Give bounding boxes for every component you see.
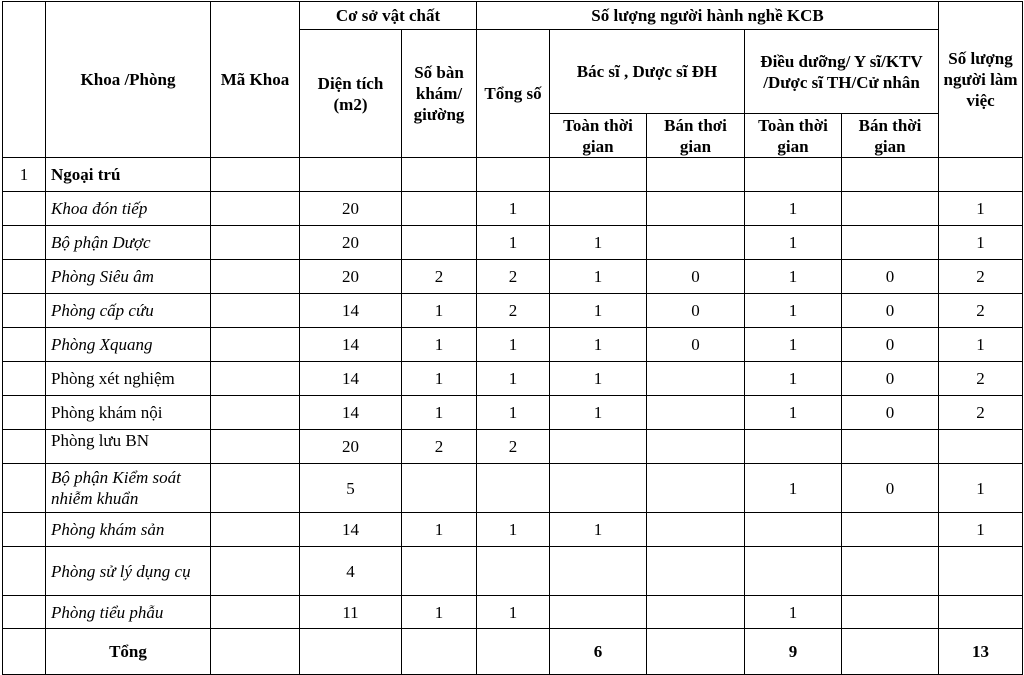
cell-bs-ban xyxy=(647,396,745,430)
table-row xyxy=(3,328,1023,362)
cell-stt xyxy=(3,362,46,396)
cell-tong-so: 1 xyxy=(477,192,550,226)
cell-name: Phòng cấp cứu xyxy=(46,294,211,328)
cell-dien-tich: 20 xyxy=(300,192,402,226)
total-dieu-duong: 9 xyxy=(745,629,842,675)
cell-dd-ban xyxy=(842,192,939,226)
cell-bs-toan xyxy=(550,596,647,629)
cell-ma xyxy=(211,362,300,396)
cell-so-ban: 1 xyxy=(402,328,477,362)
cell-so-ban: 1 xyxy=(402,513,477,547)
cell-ma xyxy=(211,430,300,464)
cell-stt xyxy=(3,464,46,513)
cell-dd-ban xyxy=(842,430,939,464)
table-row xyxy=(3,226,1023,260)
table-row xyxy=(3,294,1023,328)
cell-tong-so xyxy=(477,464,550,513)
cell-dd-ban: 0 xyxy=(842,464,939,513)
header-stt xyxy=(3,2,46,158)
cell-ma xyxy=(211,328,300,362)
cell-so-ban: 1 xyxy=(402,596,477,629)
cell-name: Bộ phận Dược xyxy=(46,226,211,260)
cell-tong-so: 1 xyxy=(477,226,550,260)
cell-ma xyxy=(211,596,300,629)
cell-dien-tich: 4 xyxy=(300,547,402,596)
header-khoa-phong: Khoa /Phòng xyxy=(46,2,211,158)
cell-dd-toan xyxy=(745,158,842,192)
cell-dd-toan: 1 xyxy=(745,226,842,260)
cell-tong-so xyxy=(477,158,550,192)
cell-lam-viec: 2 xyxy=(939,362,1023,396)
cell-stt xyxy=(3,226,46,260)
cell-ma xyxy=(211,547,300,596)
table-body xyxy=(3,158,1023,675)
cell-name: Phòng khám sản xyxy=(46,513,211,547)
cell-name: Phòng tiểu phẫu xyxy=(46,596,211,629)
cell-dd-toan xyxy=(745,547,842,596)
cell-lam-viec xyxy=(939,158,1023,192)
cell-name: Phòng khám nội xyxy=(46,396,211,430)
cell-dd-toan: 1 xyxy=(745,396,842,430)
cell-name: Khoa đón tiếp xyxy=(46,192,211,226)
cell-so-ban xyxy=(402,192,477,226)
cell-so-ban: 1 xyxy=(402,294,477,328)
cell-stt: 1 xyxy=(3,158,46,192)
cell-bs-toan xyxy=(550,547,647,596)
cell-name: Phòng Siêu âm xyxy=(46,260,211,294)
cell-lam-viec: 1 xyxy=(939,328,1023,362)
table-row xyxy=(3,396,1023,430)
header-tong-so: Tổng số xyxy=(477,30,550,158)
table-header xyxy=(3,2,1023,158)
cell-bs-toan xyxy=(550,192,647,226)
cell-ma xyxy=(211,192,300,226)
cell-bs-ban xyxy=(647,430,745,464)
cell-tong-so: 1 xyxy=(477,328,550,362)
cell-dien-tich: 14 xyxy=(300,328,402,362)
cell-stt xyxy=(3,547,46,596)
cell-lam-viec xyxy=(939,596,1023,629)
cell-dd-ban xyxy=(842,513,939,547)
cell-bs-toan xyxy=(550,430,647,464)
cell-bs-ban: 0 xyxy=(647,328,745,362)
cell-tong-so xyxy=(477,547,550,596)
cell-dd-ban: 0 xyxy=(842,260,939,294)
cell-lam-viec: 2 xyxy=(939,294,1023,328)
cell-bs-ban xyxy=(647,362,745,396)
cell-dien-tich xyxy=(300,158,402,192)
cell-ma xyxy=(211,396,300,430)
cell-so-ban: 2 xyxy=(402,260,477,294)
cell-stt xyxy=(3,294,46,328)
cell-bs-ban xyxy=(647,464,745,513)
cell-name: Phòng lưu BN xyxy=(46,430,211,464)
cell-ma xyxy=(211,158,300,192)
header-so-luong-lam-viec: Số lượng người làm việc xyxy=(939,2,1023,158)
total-label: Tổng xyxy=(46,629,211,675)
cell-dd-toan xyxy=(745,513,842,547)
cell-so-ban xyxy=(402,158,477,192)
cell-dien-tich: 14 xyxy=(300,513,402,547)
header-bs-ban-thoi-gian: Bán thơi gian xyxy=(647,114,745,158)
cell-tong-so: 2 xyxy=(477,294,550,328)
table-row xyxy=(3,192,1023,226)
cell-so-ban: 1 xyxy=(402,362,477,396)
cell-name: Bộ phận Kiểm soát nhiễm khuẩn xyxy=(46,464,211,513)
cell-stt xyxy=(3,396,46,430)
staffing-table xyxy=(2,1,1023,675)
cell-dien-tich: 11 xyxy=(300,596,402,629)
cell-stt xyxy=(3,192,46,226)
cell-dd-toan xyxy=(745,430,842,464)
cell-bs-ban xyxy=(647,547,745,596)
table-row xyxy=(3,260,1023,294)
cell-dd-toan: 1 xyxy=(745,192,842,226)
cell-dien-tich: 5 xyxy=(300,464,402,513)
cell-dd-ban: 0 xyxy=(842,328,939,362)
cell-lam-viec: 2 xyxy=(939,396,1023,430)
cell-dd-ban: 0 xyxy=(842,362,939,396)
cell-dd-toan: 1 xyxy=(745,596,842,629)
cell-lam-viec: 1 xyxy=(939,513,1023,547)
cell-dd-ban xyxy=(842,547,939,596)
cell-lam-viec xyxy=(939,430,1023,464)
cell-dd-toan: 1 xyxy=(745,294,842,328)
total-lam-viec: 13 xyxy=(939,629,1023,675)
cell-stt xyxy=(3,596,46,629)
cell-bs-toan: 1 xyxy=(550,513,647,547)
cell-dd-ban xyxy=(842,158,939,192)
cell-dd-ban xyxy=(842,596,939,629)
cell-ma xyxy=(211,294,300,328)
cell-bs-ban xyxy=(647,158,745,192)
cell-stt xyxy=(3,513,46,547)
header-so-ban-kham: Số bàn khám/ giường xyxy=(402,30,477,158)
table-row xyxy=(3,464,1023,513)
header-co-so-vat-chat: Cơ sở vật chất xyxy=(300,2,477,30)
cell-bs-ban xyxy=(647,226,745,260)
cell-dd-toan: 1 xyxy=(745,464,842,513)
table-row xyxy=(3,430,1023,464)
cell-dd-ban: 0 xyxy=(842,294,939,328)
header-bac-si: Bác sĩ , Dược sĩ ĐH xyxy=(550,30,745,114)
cell-dien-tich: 14 xyxy=(300,396,402,430)
cell-bs-toan: 1 xyxy=(550,294,647,328)
cell-bs-toan: 1 xyxy=(550,328,647,362)
cell-bs-toan: 1 xyxy=(550,260,647,294)
cell-tong-so: 2 xyxy=(477,260,550,294)
cell-tong-so: 1 xyxy=(477,596,550,629)
cell-dien-tich: 14 xyxy=(300,362,402,396)
table-row xyxy=(3,596,1023,629)
cell-stt xyxy=(3,260,46,294)
cell-dd-toan: 1 xyxy=(745,362,842,396)
cell-tong-so: 1 xyxy=(477,513,550,547)
cell-name: Ngoại trú xyxy=(46,158,211,192)
cell-name: Phòng sử lý dụng cụ xyxy=(46,547,211,596)
header-so-luong-hanh-nghe: Số lượng người hành nghề KCB xyxy=(477,2,939,30)
header-dd-toan-thoi-gian: Toàn thời gian xyxy=(745,114,842,158)
cell-dd-toan: 1 xyxy=(745,328,842,362)
header-dien-tich: Diện tích (m2) xyxy=(300,30,402,158)
table-row xyxy=(3,513,1023,547)
cell-lam-viec: 1 xyxy=(939,192,1023,226)
cell-tong-so: 2 xyxy=(477,430,550,464)
cell-stt xyxy=(3,328,46,362)
cell-bs-toan: 1 xyxy=(550,362,647,396)
cell-ma xyxy=(211,260,300,294)
total-bac-si: 6 xyxy=(550,629,647,675)
cell-ma xyxy=(211,226,300,260)
cell-bs-toan xyxy=(550,464,647,513)
cell-so-ban xyxy=(402,226,477,260)
header-dieu-duong: Điều dưỡng/ Y sĩ/KTV /Dược sĩ TH/Cử nhân xyxy=(745,30,939,114)
cell-dd-ban: 0 xyxy=(842,396,939,430)
cell-tong-so: 1 xyxy=(477,396,550,430)
cell-bs-toan xyxy=(550,158,647,192)
header-ma-khoa: Mã Khoa xyxy=(211,2,300,158)
cell-bs-ban xyxy=(647,513,745,547)
table-row xyxy=(3,362,1023,396)
cell-bs-ban: 0 xyxy=(647,260,745,294)
table-row xyxy=(3,547,1023,596)
cell-tong-so: 1 xyxy=(477,362,550,396)
cell-bs-ban: 0 xyxy=(647,294,745,328)
cell-so-ban xyxy=(402,547,477,596)
cell-so-ban: 2 xyxy=(402,430,477,464)
cell-dien-tich: 20 xyxy=(300,430,402,464)
header-dd-ban-thoi-gian: Bán thời gian xyxy=(842,114,939,158)
cell-dien-tich: 20 xyxy=(300,226,402,260)
cell-stt xyxy=(3,430,46,464)
cell-bs-ban xyxy=(647,192,745,226)
cell-ma xyxy=(211,513,300,547)
cell-so-ban: 1 xyxy=(402,396,477,430)
header-bs-toan-thoi-gian: Toàn thời gian xyxy=(550,114,647,158)
cell-name: Phòng Xquang xyxy=(46,328,211,362)
cell-lam-viec: 1 xyxy=(939,226,1023,260)
cell-lam-viec: 1 xyxy=(939,464,1023,513)
cell-bs-toan: 1 xyxy=(550,226,647,260)
cell-dien-tich: 14 xyxy=(300,294,402,328)
cell-lam-viec: 2 xyxy=(939,260,1023,294)
cell-dd-toan: 1 xyxy=(745,260,842,294)
cell-ma xyxy=(211,464,300,513)
cell-lam-viec xyxy=(939,547,1023,596)
cell-dien-tich: 20 xyxy=(300,260,402,294)
cell-dd-ban xyxy=(842,226,939,260)
cell-bs-toan: 1 xyxy=(550,396,647,430)
cell-name: Phòng xét nghiệm xyxy=(46,362,211,396)
cell-bs-ban xyxy=(647,596,745,629)
table-row xyxy=(3,158,1023,192)
cell-so-ban xyxy=(402,464,477,513)
